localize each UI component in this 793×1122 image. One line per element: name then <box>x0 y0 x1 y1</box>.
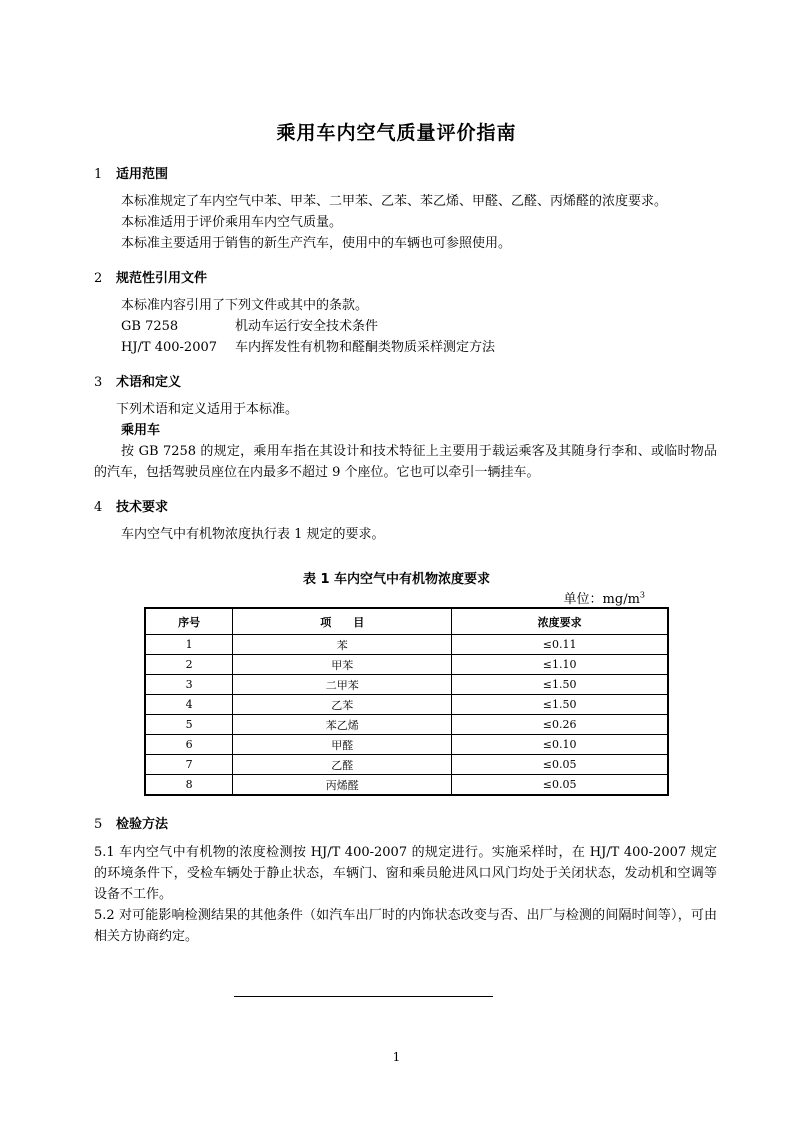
row-item: 丙烯醛 <box>233 775 452 796</box>
section-1-heading <box>94 163 168 182</box>
term-heading: 乘用车 <box>121 423 161 438</box>
header-item: 项 目 <box>233 608 452 635</box>
end-divider <box>234 996 493 997</box>
concentration-table <box>144 607 669 796</box>
section-1-para-3: 本标准主要适用于销售的新生产汽车，使用中的车辆也可参照使用。 <box>121 236 512 251</box>
section-number: 2 <box>94 271 103 286</box>
row-index: 5 <box>145 715 233 735</box>
section-4-para: 车内空气中有机物浓度执行表 1 规定的要求。 <box>121 527 385 542</box>
row-limit: ≤0.11 <box>452 635 668 655</box>
reference-code: HJ/T 400-2007 <box>121 340 218 355</box>
row-item: 苯乙烯 <box>233 715 452 735</box>
table-row <box>145 635 668 655</box>
section-2-heading <box>94 267 207 286</box>
table-row <box>145 755 668 775</box>
reference-name: 机动车运行安全技术条件 <box>235 319 379 334</box>
row-item: 甲醛 <box>233 735 452 755</box>
header-limit: 浓度要求 <box>452 608 668 635</box>
table-row <box>145 735 668 755</box>
row-index: 4 <box>145 695 233 715</box>
section-2-intro: 本标准内容引用了下列文件或其中的条款。 <box>121 298 369 313</box>
row-limit: ≤1.10 <box>452 655 668 675</box>
section-number: 1 <box>94 167 103 182</box>
reference-code: GB 7258 <box>121 319 179 334</box>
reference-name: 车内挥发性有机物和醛酮类物质采样测定方法 <box>235 340 496 355</box>
row-limit: ≤0.05 <box>452 755 668 775</box>
header-index: 序号 <box>145 608 233 635</box>
row-limit: ≤0.26 <box>452 715 668 735</box>
document-title: 乘用车内空气质量评价指南 <box>276 122 517 144</box>
section-5-heading <box>94 813 168 832</box>
page-number: 1 <box>392 1050 401 1064</box>
section-5-para-1: 5.1 车内空气中有机物的浓度检测按 HJ/T 400-2007 的规定进行。实施采样时，在 HJ/T 400-2007 规定的环境条件下，受检车辆处于静止状态，车辆门、窗和乘员舱进风口风门均处于关闭状态，发动机和空调等设备不工作。 <box>94 845 717 902</box>
row-limit: ≤1.50 <box>452 675 668 695</box>
row-index: 8 <box>145 775 233 796</box>
term-definition: 按 GB 7258 的规定，乘用车指在其设计和技术特征上主要用于载运乘客及其随身行李和、或临时物品的汽车，包括驾驶员座位在内最多不超过 9 个座位。它也可以牵引一辆挂车。 <box>94 444 717 480</box>
table-row <box>145 655 668 675</box>
row-item: 二甲苯 <box>233 675 452 695</box>
row-index: 2 <box>145 655 233 675</box>
section-1-para-1: 本标准规定了车内空气中苯、甲苯、二甲苯、乙苯、苯乙烯、甲醛、乙醛、丙烯醛的浓度要求。 <box>121 194 668 209</box>
row-limit: ≤0.10 <box>452 735 668 755</box>
section-number: 5 <box>94 817 103 832</box>
section-5-para-2: 5.2 对可能影响检测结果的其他条件（如汽车出厂时的内饰状态改变与否、出厂与检测的间隔时间等），可由相关方协商约定。 <box>94 908 717 944</box>
row-index: 3 <box>145 675 233 695</box>
section-3-intro: 下列术语和定义适用于本标准。 <box>116 402 299 417</box>
section-4-heading <box>94 496 168 515</box>
row-item: 乙苯 <box>233 695 452 715</box>
unit-text: 单位：mg/m <box>563 592 640 607</box>
row-limit: ≤1.50 <box>452 695 668 715</box>
unit-superscript: 3 <box>639 590 645 600</box>
section-title: 适用范围 <box>116 167 169 182</box>
table-row <box>145 715 668 735</box>
row-limit: ≤0.05 <box>452 775 668 796</box>
row-item: 乙醛 <box>233 755 452 775</box>
table-header-row <box>145 608 668 635</box>
table-caption: 表 1 车内空气中有机物浓度要求 <box>302 572 491 587</box>
row-item: 甲苯 <box>233 655 452 675</box>
section-title: 技术要求 <box>116 500 169 515</box>
row-index: 7 <box>145 755 233 775</box>
section-number: 4 <box>94 500 103 515</box>
table-unit <box>564 588 645 607</box>
table-row <box>145 695 668 715</box>
table-row <box>145 675 668 695</box>
table-row <box>145 775 668 796</box>
row-index: 1 <box>145 635 233 655</box>
section-title: 术语和定义 <box>116 375 182 390</box>
section-title: 检验方法 <box>116 817 169 832</box>
section-1-para-2: 本标准适用于评价乘用车内空气质量。 <box>121 215 343 230</box>
section-title: 规范性引用文件 <box>116 271 208 286</box>
section-number: 3 <box>94 375 103 390</box>
section-3-heading <box>94 371 181 390</box>
row-item: 苯 <box>233 635 452 655</box>
row-index: 6 <box>145 735 233 755</box>
